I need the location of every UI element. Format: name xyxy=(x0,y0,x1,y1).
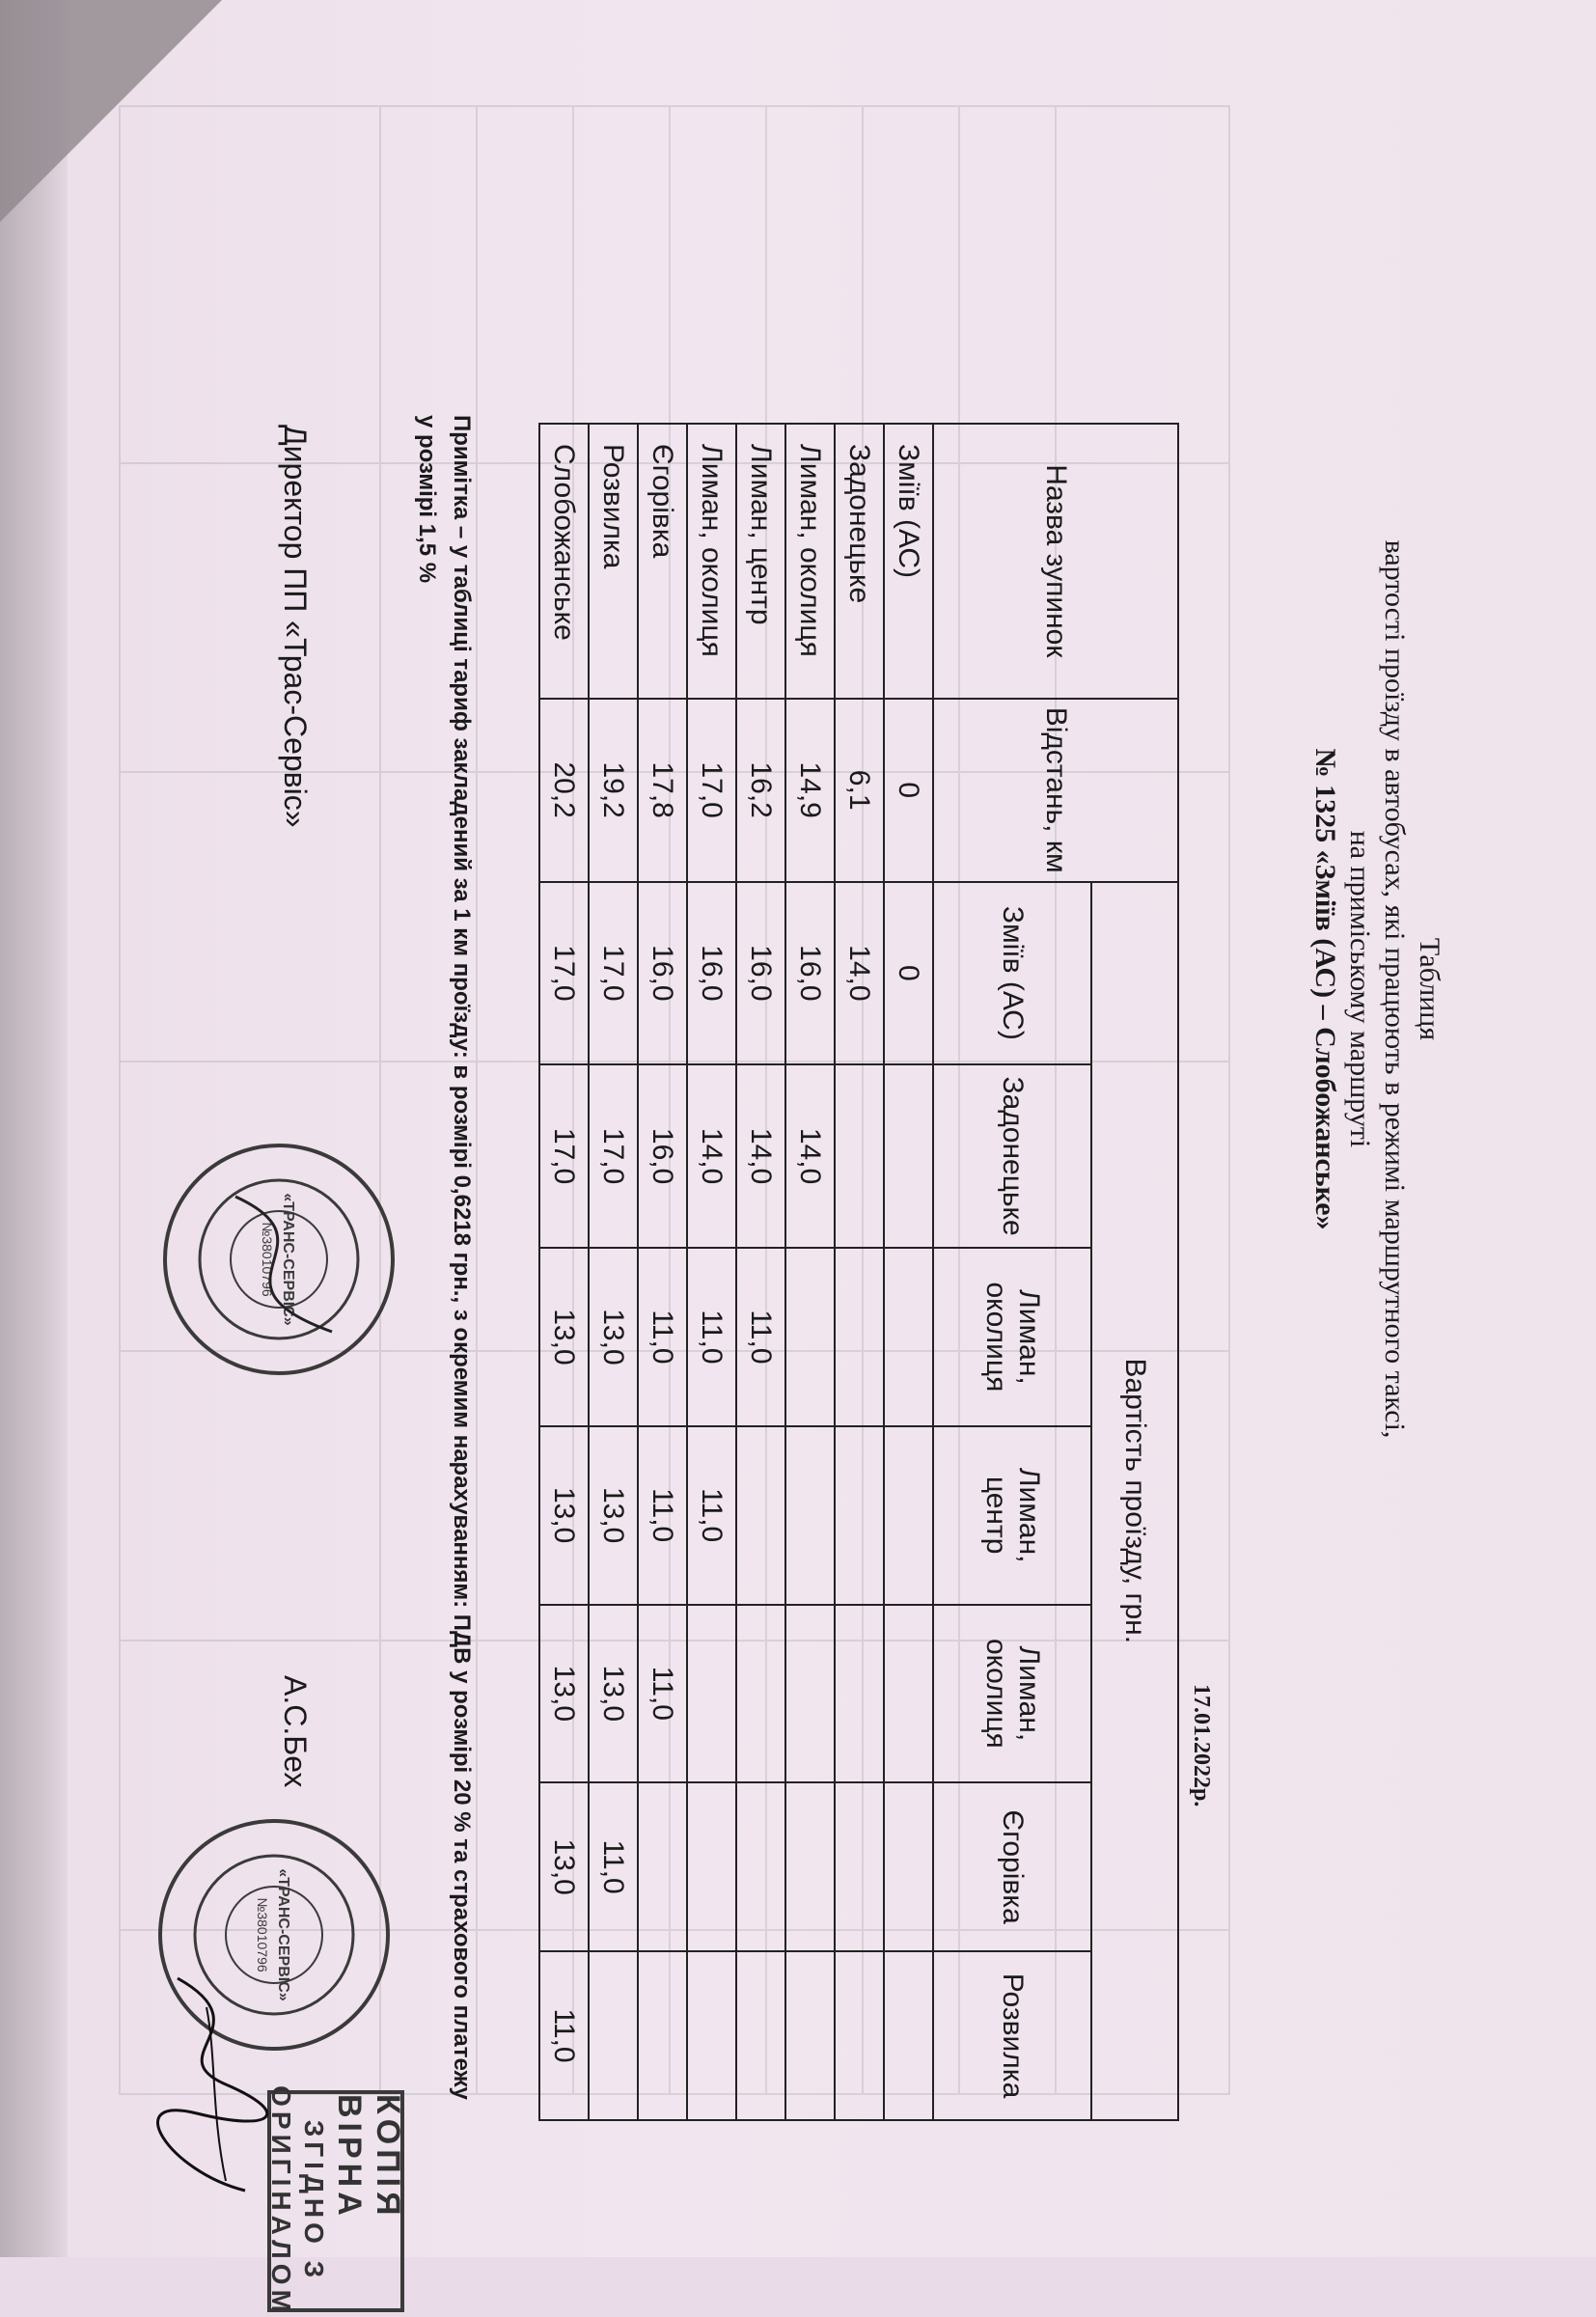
cell-fare xyxy=(785,1782,835,1951)
cell-stop-name: Лиман, центр xyxy=(736,424,785,699)
cell-fare: 11,0 xyxy=(638,1248,687,1426)
cell-fare xyxy=(884,1064,933,1248)
header-fare-col: Лиман, центр xyxy=(933,1426,1091,1605)
table-row xyxy=(687,424,736,2120)
cell-fare xyxy=(687,1605,736,1783)
cell-fare xyxy=(884,1426,933,1605)
table-row xyxy=(638,424,687,2120)
cell-fare: 11,0 xyxy=(638,1426,687,1605)
cell-fare xyxy=(687,1782,736,1951)
cell-fare xyxy=(884,1605,933,1783)
cell-distance: 16,2 xyxy=(736,699,785,882)
cell-fare xyxy=(835,1951,884,2120)
cell-fare: 16,0 xyxy=(687,882,736,1065)
cell-fare: 16,0 xyxy=(736,882,785,1065)
cell-fare: 11,0 xyxy=(589,1782,638,1951)
cell-fare: 14,0 xyxy=(835,882,884,1065)
cell-fare: 11,0 xyxy=(539,1951,589,2120)
title-line-3: на приміському маршруті xyxy=(1344,830,1376,1148)
company-seal-left xyxy=(158,1139,399,1380)
cell-stop-name: Єгорівка xyxy=(638,424,687,699)
cell-fare xyxy=(638,1951,687,2120)
cell-distance: 0 xyxy=(884,699,933,882)
header-fare-col: Зміїв (АС) xyxy=(933,882,1091,1065)
table-row xyxy=(539,424,589,2120)
cell-distance: 19,2 xyxy=(589,699,638,882)
cell-fare: 0 xyxy=(884,882,933,1065)
cell-distance: 14,9 xyxy=(785,699,835,882)
stamp-line-1: КОПІЯ ВІРНА xyxy=(331,2094,406,2220)
fare-table xyxy=(538,423,1179,2121)
cell-stop-name: Розвилка xyxy=(589,424,638,699)
cell-fare xyxy=(736,1951,785,2120)
cell-distance: 17,0 xyxy=(687,699,736,882)
cell-fare xyxy=(785,1951,835,2120)
table-row xyxy=(835,424,884,2120)
header-fare-group: Вартість проїзду, грн. xyxy=(1091,882,1178,2120)
table-row xyxy=(884,424,933,2120)
cell-fare: 13,0 xyxy=(539,1426,589,1605)
cell-fare xyxy=(638,1782,687,1951)
cell-fare: 11,0 xyxy=(687,1426,736,1605)
table-row xyxy=(785,424,835,2120)
seal-code: №38010796 xyxy=(260,1222,275,1297)
cell-fare: 16,0 xyxy=(638,882,687,1065)
director-title: Директор ПП «Трас-Сервіс» xyxy=(278,425,313,828)
seal-code: №38010796 xyxy=(255,1897,270,1972)
fare-table-body xyxy=(539,424,933,2120)
document-title xyxy=(1307,386,1446,1592)
cell-fare xyxy=(884,1782,933,1951)
cell-fare xyxy=(687,1951,736,2120)
table-row xyxy=(589,424,638,2120)
cell-distance: 20,2 xyxy=(539,699,589,882)
cell-stop-name: Зміїв (АС) xyxy=(884,424,933,699)
cell-fare xyxy=(835,1782,884,1951)
cell-fare: 17,0 xyxy=(589,882,638,1065)
cell-fare xyxy=(785,1426,835,1605)
header-fare-col: Розвилка xyxy=(933,1951,1091,2120)
cell-fare xyxy=(736,1782,785,1951)
cell-fare: 16,0 xyxy=(785,882,835,1065)
cell-fare xyxy=(835,1605,884,1783)
cell-fare: 13,0 xyxy=(539,1248,589,1426)
cell-stop-name: Лиман, околиця xyxy=(687,424,736,699)
cell-fare: 14,0 xyxy=(736,1064,785,1248)
header-stop-name: Назва зупинок xyxy=(933,424,1178,699)
header-fare-col: Лиман, околиця xyxy=(933,1605,1091,1783)
stamp-line-2: ЗГІДНО З xyxy=(299,2119,329,2283)
certified-copy-stamp xyxy=(266,2085,406,2317)
cell-fare: 17,0 xyxy=(539,882,589,1065)
cell-distance: 17,8 xyxy=(638,699,687,882)
cell-fare: 11,0 xyxy=(736,1248,785,1426)
cell-fare: 17,0 xyxy=(539,1064,589,1248)
cell-fare xyxy=(884,1248,933,1426)
header-fare-col: Єгорівка xyxy=(933,1782,1091,1951)
cell-fare: 13,0 xyxy=(539,1605,589,1783)
title-line-1: Таблиця xyxy=(1414,937,1445,1041)
cell-stop-name: Лиман, околиця xyxy=(785,424,835,699)
stamp-line-3: ОРИГІНАЛОМ xyxy=(266,2085,296,2317)
header-fare-col: Задонецьке xyxy=(933,1064,1091,1248)
cell-fare: 14,0 xyxy=(687,1064,736,1248)
cell-fare: 11,0 xyxy=(687,1248,736,1426)
table-row xyxy=(736,424,785,2120)
cell-fare: 16,0 xyxy=(638,1064,687,1248)
cell-fare: 13,0 xyxy=(589,1605,638,1783)
cell-fare: 13,0 xyxy=(589,1426,638,1605)
route-number: № 1325 «Зміїв (АС) – Слобожанське» xyxy=(1309,748,1341,1230)
cell-fare: 13,0 xyxy=(539,1782,589,1951)
cell-fare xyxy=(785,1605,835,1783)
cell-fare: 13,0 xyxy=(589,1248,638,1426)
tariff-note: Примітка – у таблиці тариф закладений за 1 км проїзду: в розмірі 0,6218 грн., з окремим нарахуванням: ПДВ у розмірі 20 % та страхового платежу у розмірі 1,5 % xyxy=(414,415,475,2100)
cell-fare xyxy=(835,1248,884,1426)
cell-fare: 14,0 xyxy=(785,1064,835,1248)
handwritten-signature xyxy=(149,1969,284,2200)
cell-fare xyxy=(835,1426,884,1605)
cell-fare xyxy=(736,1426,785,1605)
cell-fare: 17,0 xyxy=(589,1064,638,1248)
cell-fare xyxy=(589,1951,638,2120)
title-line-2: вартості проїзду в автобусах, які працюють в режимі маршрутного таксі, xyxy=(1379,539,1411,1439)
seal-company-name: «ТРАНС-СЕРВІС» xyxy=(280,1193,296,1326)
cell-fare xyxy=(884,1951,933,2120)
seal-company-name: «ТРАНС-СЕРВІС» xyxy=(275,1868,291,2001)
header-distance: Відстань, км xyxy=(933,699,1178,882)
document-date: 17.01.2022р. xyxy=(1189,1684,1214,1807)
cell-distance: 6,1 xyxy=(835,699,884,882)
cell-fare xyxy=(835,1064,884,1248)
signer-name: А.С.Бех xyxy=(278,1675,313,1788)
cell-stop-name: Задонецьке xyxy=(835,424,884,699)
cell-stop-name: Слобожанське xyxy=(539,424,589,699)
cell-fare xyxy=(736,1605,785,1783)
cell-fare: 11,0 xyxy=(638,1605,687,1783)
cell-fare xyxy=(785,1248,835,1426)
header-fare-col: Лиман, околиця xyxy=(933,1248,1091,1426)
